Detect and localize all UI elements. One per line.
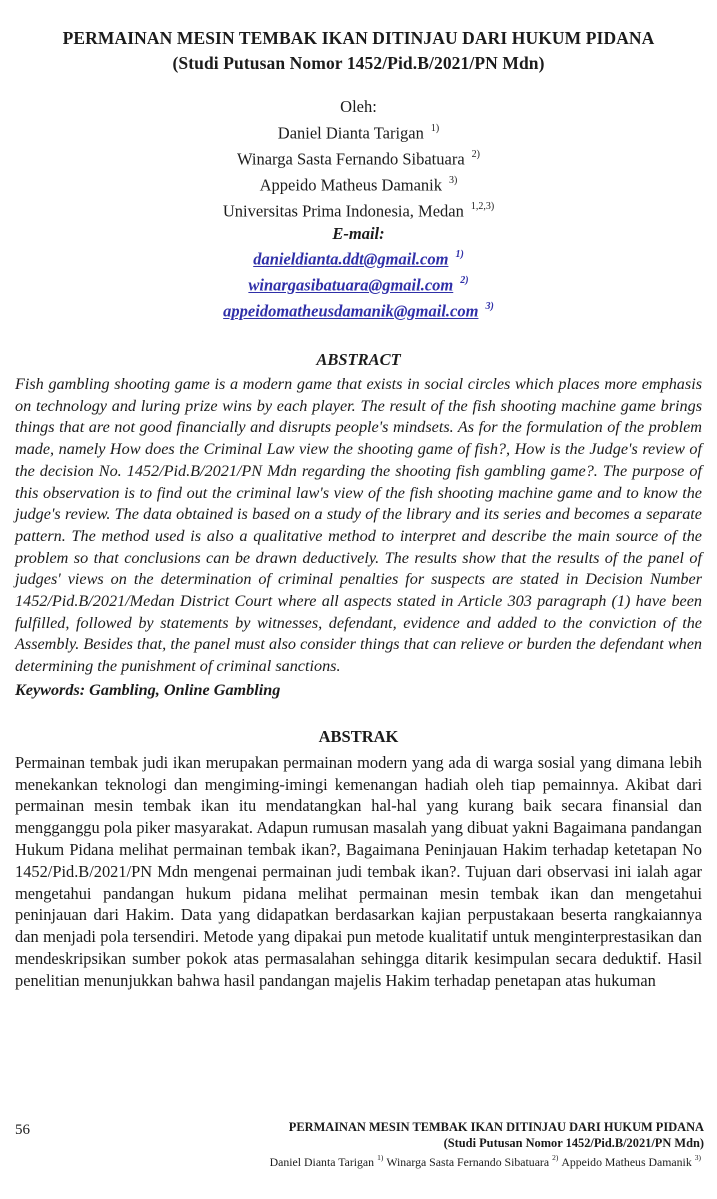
author-line <box>15 171 702 197</box>
footer-title-line1: PERMAINAN MESIN TEMBAK IKAN DITINJAU DARI HUKUM PIDANA <box>288 1120 704 1134</box>
author-note-marker: 2) <box>471 148 481 160</box>
author-line <box>15 145 702 171</box>
email-label: E-mail: <box>332 223 385 243</box>
email-line <box>15 297 702 323</box>
article-title <box>15 26 702 76</box>
footer-authors-line <box>270 1151 704 1170</box>
abstract-heading: ABSTRACT <box>316 350 401 369</box>
author-line <box>15 119 702 145</box>
byline-block <box>15 96 702 323</box>
email-link[interactable]: danieldianta.ddt@gmail.com <box>253 249 449 269</box>
email-line <box>15 245 702 271</box>
footer-author-name: Winarga Sasta Fernando Sibatuara <box>386 1154 550 1169</box>
page-number: 56 <box>15 1122 30 1138</box>
email-link[interactable]: winargasibatuara@gmail.com <box>248 275 454 295</box>
email-link[interactable]: appeidomatheusdamanik@gmail.com <box>223 301 479 321</box>
article-title-line2: (Studi Putusan Nomor 1452/Pid.B/2021/PN Mdn) <box>172 53 545 73</box>
email-note-marker: 3) <box>485 301 494 312</box>
footer-title-line2: (Studi Putusan Nomor 1452/Pid.B/2021/PN Mdn) <box>443 1135 704 1150</box>
author-name: Winarga Sasta Fernando Sibatuara <box>236 149 465 168</box>
keywords-line: Keywords: Gambling, Online Gambling <box>15 680 281 699</box>
author-name: Daniel Dianta Tarigan <box>277 123 424 142</box>
email-line <box>15 271 702 297</box>
affiliation-line <box>15 197 702 223</box>
footer-author-name: Daniel Dianta Tarigan <box>269 1154 375 1169</box>
abstract-body: Fish gambling shooting game is a modern game that exists in social circles which places more emphasis on technology and luring prize wins by each player. The result of the fish shooting machine game brings things that are not good financially and disrupts people's mindsets. As for the formulation of the problem made, namely How does the Criminal Law view the shooting game of fish?, How is the Judge's review of the decision No. 1452/Pid.B/2021/PN Mdn regarding the shooting fish gambling game?. The purpose of this observation is to find out the criminal law's view of the fish shooting machine game and to know the judge's review. The data obtained is based on a study of the library and its series and becomes a separate pattern. The method used is also a qualitative method to interpret and describe the main source of the problem so that conclusions can be drawn deductively. The results show that the results of the panel of judges' views on the determination of criminal penalties for suspects are stated in Decision Number 1452/Pid.B/2021/Medan District Court where all aspects stated in Article 303 paragraph (1) have been fulfilled, followed by statements by witnesses, defendant, evidence and added to the conviction of the Assembly. Besides that, the panel must also consider things that can relieve or burden the defendant when determining the punishment of criminal sanctions. <box>15 375 702 676</box>
author-note-marker: 1) <box>430 122 440 134</box>
affiliation-note-marker: 1,2,3) <box>470 200 495 212</box>
footer-author-note-marker: 1) <box>377 1153 384 1162</box>
affiliation-name: Universitas Prima Indonesia, Medan <box>222 201 464 220</box>
abstrak-heading: ABSTRAK <box>318 726 399 746</box>
page-footer <box>15 1120 704 1170</box>
email-note-marker: 2) <box>460 275 469 286</box>
byline-label: Oleh: <box>340 97 377 116</box>
footer-author-name: Appeido Matheus Damanik <box>561 1154 692 1169</box>
footer-author-note-marker: 2) <box>552 1153 559 1162</box>
abstrak-body: Permainan tembak judi ikan merupakan permainan modern yang ada di warga sosial yang dimana lebih menekankan teknologi dan mengiming-imingi kemenangan hadiah oleh tiap pemainnya. Akibat dari permainan mesin tembak ikan itu mendatangkan hal-hal yang kurang baik secara finansial dan mengganggu pola piker masyarakat. Adapun rumusan masalah yang dibuat yakni Bagaimana pandangan Hukum Pidana melihat permainan tembak ikan?, Bagaimana Peninjauan Hakim terhadap ketetapan No 1452/Pid.B/2021/PN Mdn mengenai permainan judi tembak ikan?. Tujuan dari observasi ini ialah agar mengetahui pandangan hukum pidana melihat permainan mesin tembak ikan dan mengetahui peninjauan dari Hakim. Data yang didapatkan berdasarkan kajian perpustakaan beserta rangkaiannya dan menjadi pola tersendiri. Metode yang dipakai pun metode kualitatif untuk menginterprestasikan dan mendeskripsikan sumber pokok atas permasalahan sehingga ditarik kesimpulan secara deduktif. Hasil penelitian menunjukkan bahwa hasil pandangan majelis Hakim terhadap penetapan atas hukuman <box>15 752 702 990</box>
footer-running-head <box>270 1120 704 1170</box>
footer-author-note-marker: 3) <box>694 1153 701 1162</box>
author-note-marker: 3) <box>449 174 458 186</box>
author-name: Appeido Matheus Damanik <box>259 175 443 194</box>
article-title-line1: PERMAINAN MESIN TEMBAK IKAN DITINJAU DARI HUKUM PIDANA <box>62 28 655 48</box>
email-note-marker: 1) <box>455 249 464 260</box>
